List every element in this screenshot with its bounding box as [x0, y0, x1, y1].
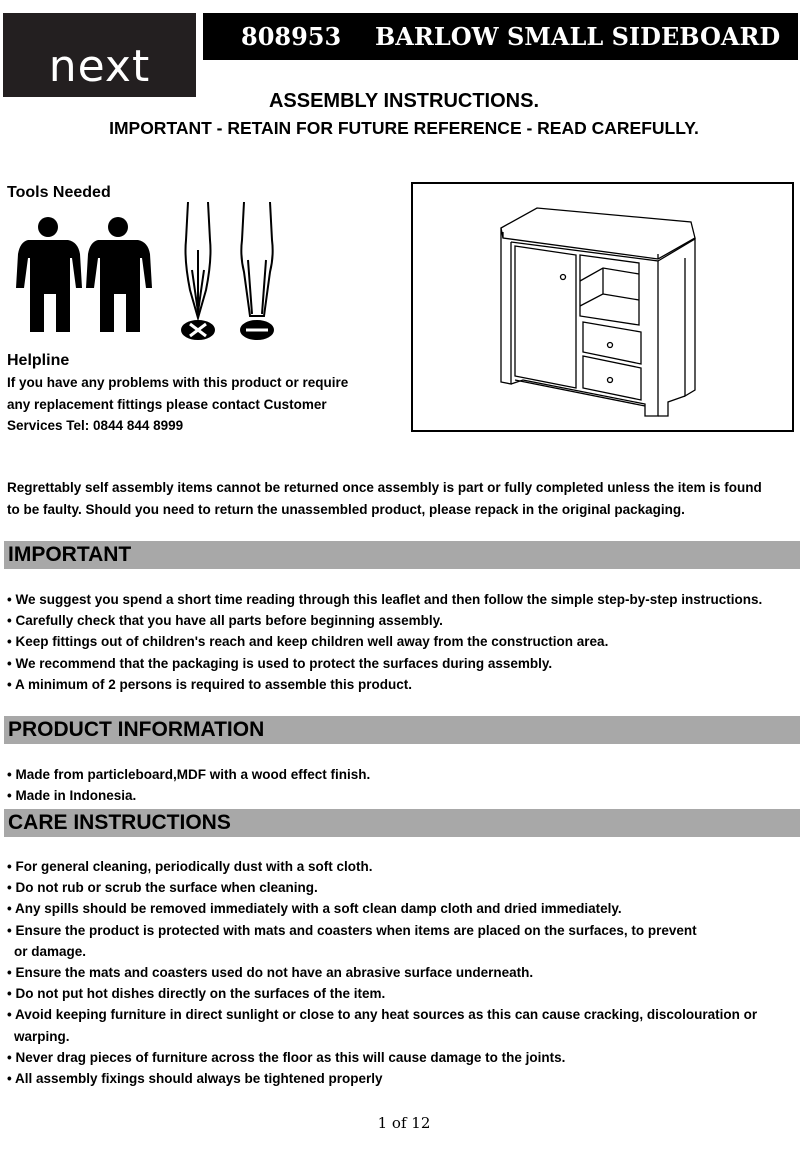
header-bar [203, 13, 798, 60]
list-item: • A minimum of 2 persons is required to assemble this product. [7, 676, 413, 692]
list-item-continuation: warping. [14, 1028, 70, 1044]
returns-paragraph [7, 477, 802, 520]
list-item: • Any spills should be removed immediately with a soft clean damp cloth and dried immediately. [7, 901, 622, 917]
page-title: ASSEMBLY INSTRUCTIONS. [268, 90, 540, 112]
helpline-line: any replacement fittings please contact Customer [7, 396, 327, 412]
list-item: • Made in Indonesia. [7, 788, 137, 804]
list-item-continuation: or damage. [14, 943, 87, 959]
list-item: • For general cleaning, periodically dust with a soft cloth. [7, 859, 373, 874]
product-info-list [7, 764, 802, 806]
helpline-line: If you have any problems with this product or require [7, 375, 349, 390]
list-item: • We recommend that the packaging is used to protect the surfaces during assembly. [7, 655, 553, 671]
list-item: • Keep fittings out of children's reach and keep children well away from the construction area. [7, 634, 609, 650]
list-item: • Ensure the mats and coasters used do not have an abrasive surface underneath. [7, 965, 534, 981]
flathead-screwdriver-icon [241, 202, 273, 339]
list-item: • Made from particleboard,MDF with a wood effect finish. [7, 767, 371, 782]
list-item: • Carefully check that you have all parts before beginning assembly. [7, 613, 443, 629]
list-item: • Ensure the product is protected with mats and coasters when items are placed on the surfaces, to prevent [7, 922, 697, 938]
list-item: • Avoid keeping furniture in direct sunlight or close to any heat sources as this can cause cracking, discolouration or [7, 1007, 758, 1023]
list-item: • Do not put hot dishes directly on the surfaces of the item. [7, 986, 386, 1002]
tools-heading: Tools Needed [7, 184, 111, 201]
list-item: • All assembly fixings should always be tightened properly [7, 1071, 383, 1087]
sideboard-illustration [413, 184, 792, 430]
helpline-line: Services Tel: 0844 844 8999 [7, 418, 184, 433]
helpline-heading: Helpline [7, 352, 70, 369]
list-item: • Never drag pieces of furniture across the floor as this will cause damage to the joints. [7, 1049, 566, 1065]
brand-logo [3, 13, 196, 97]
person-icon [16, 217, 82, 332]
tools-screwdrivers [176, 200, 286, 348]
phillips-screwdriver-icon [182, 202, 214, 339]
care-list [7, 856, 802, 1089]
product-illustration-frame [411, 182, 794, 432]
page-number: 1 of 12 [377, 1114, 431, 1132]
list-item: • Do not rub or scrub the surface when cleaning. [7, 880, 318, 896]
brand-logo-text: next [48, 41, 151, 92]
section-heading-product-info: PRODUCT INFORMATION [4, 716, 800, 744]
person-icon [86, 217, 152, 332]
product-title: BARLOW SMALL SIDEBOARD [375, 22, 781, 51]
list-item: • We suggest you spend a short time reading through this leaflet and then follow the simple step-by-step instructions. [7, 592, 763, 607]
helpline-text [7, 372, 377, 437]
section-heading-care: CARE INSTRUCTIONS [4, 809, 800, 837]
product-code: 808953 [241, 22, 342, 51]
section-heading-important: IMPORTANT [4, 541, 800, 569]
returns-line: Regrettably self assembly items cannot be returned once assembly is part or fully completed unless the item is found [7, 480, 762, 495]
returns-line: to be faulty. Should you need to return the unassembled product, please repack in the original packaging. [7, 501, 685, 517]
important-list [7, 589, 802, 695]
tools-people [12, 214, 154, 334]
page-subtitle: IMPORTANT - RETAIN FOR FUTURE REFERENCE - READ CAREFULLY. [109, 118, 699, 138]
